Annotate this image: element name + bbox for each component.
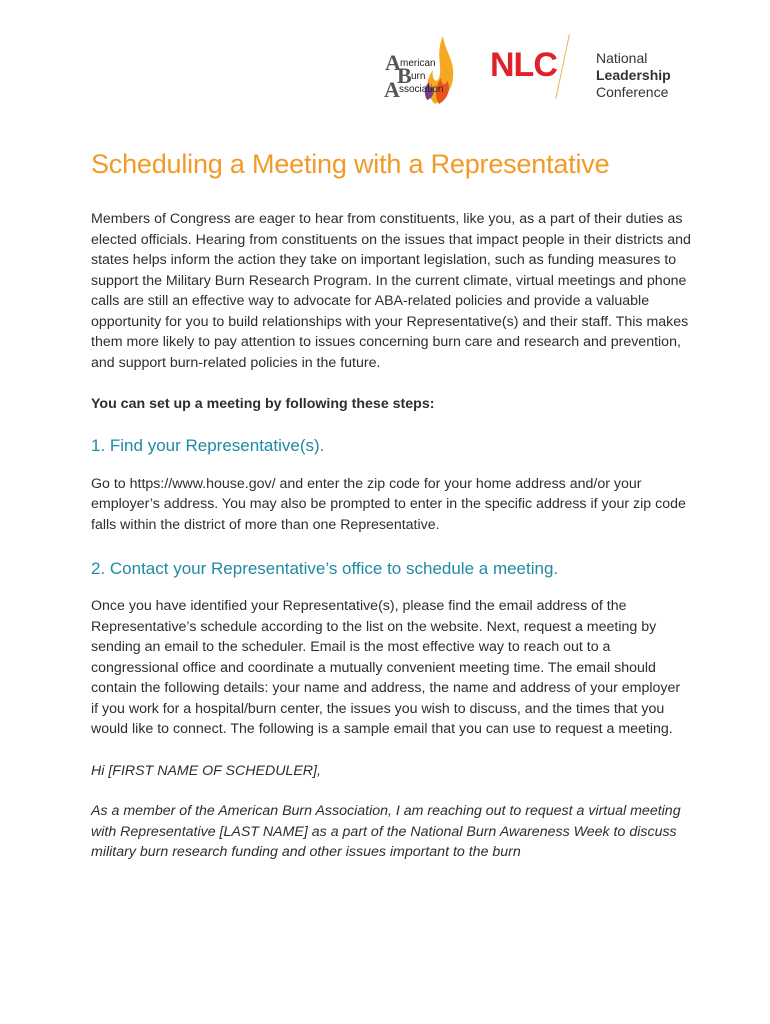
document-body [91, 147, 691, 863]
nlc-line-conference: Conference [596, 84, 669, 100]
sample-email-greeting: Hi [FIRST NAME OF SCHEDULER], [91, 762, 321, 779]
sample-email-body: As a member of the American Burn Association, I am reaching out to request a virtual meeting with Representative [LAST NAME] as a part of the National Burn Awareness Week to discuss military burn research funding and other issues important to the burn [91, 803, 681, 860]
aba-word-american: merican [400, 58, 436, 69]
page-title: Scheduling a Meeting with a Representative [91, 149, 610, 179]
aba-word-association: ssociation [399, 84, 444, 95]
step2-heading: 2. Contact your Representative’s office to schedule a meeting. [91, 559, 559, 578]
nlc-line-leadership: Leadership [596, 67, 671, 83]
aba-letter-a: A [385, 50, 401, 75]
nlc-line-national: National [596, 50, 648, 66]
nlc-logo-text [596, 50, 671, 101]
step1-body: Go to https://www.house.gov/ and enter the zip code for your home address and/or your employer’s address. You may also be prompted to enter in the specific address if your zip code falls within the district of more than one Representative. [91, 475, 686, 533]
aba-logo [383, 34, 475, 104]
header-logos [383, 34, 683, 104]
nlc-divider [555, 34, 570, 99]
aba-letter-a2: A [384, 77, 400, 102]
intro-paragraph: Members of Congress are eager to hear from constituents, like you, as a part of their duties as elected officials. Hearing from constituents on the issues that impact people in their districts and states helps inform the action they take on important legislation, such as funding measures to support the Military Burn Research Program. In the current climate, virtual meetings and phone calls are still an effective way to advocate for ABA-related policies and provide a valuable opportunity for you to build relationships with your Representative(s) and their staff. This makes them more likely to pay attention to issues concerning burn care and research and prevention, and support burn-related policies in the future. [91, 211, 691, 371]
step1-heading: 1. Find your Representative(s). [91, 435, 325, 455]
step2-body: Once you have identified your Representative(s), please find the email address of the Representative’s schedule according to the list on the website. Next, request a meeting by sending an email to the scheduler. Email is the most effective way to reach out to a congressional office and coordinate a mutually convenient meeting time. The email should contain the following details: your name and address, the name and address of your employer if you work for a hospital/burn center, the issues you wish to discuss, and the times that you would like to connect. The following is a sample email that you can use to request a meeting. [91, 598, 681, 737]
aba-letter-b: B [397, 63, 412, 88]
aba-word-burn: urn [411, 71, 426, 82]
nlc-logo-mark: NLC [490, 46, 557, 84]
steps-lead: You can set up a meeting by following these steps: [91, 396, 435, 412]
